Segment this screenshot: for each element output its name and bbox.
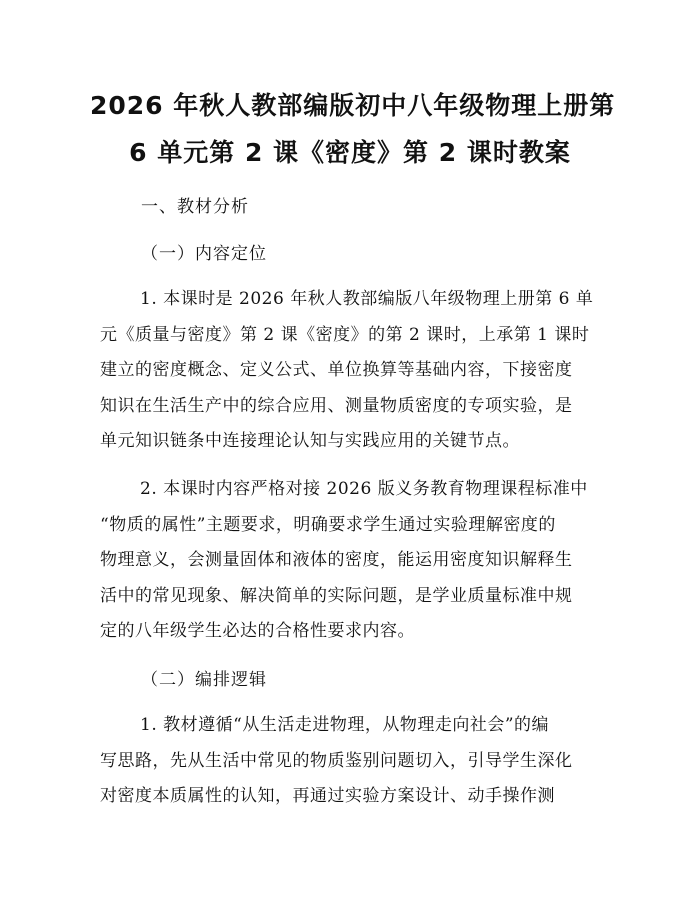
document-title-line-2: 6 单元第 2 课《密度》第 2 课时教案 xyxy=(129,138,571,167)
paragraph-line: “物质的属性”主题要求，明确要求学生通过实验理解密度的 xyxy=(100,514,556,535)
paragraph-content-positioning-2 xyxy=(100,472,600,650)
paragraph-line: 物理意义，会测量固体和液体的密度，能运用密度知识解释生 xyxy=(100,550,573,570)
paragraph-line: 1. 本课时是 2026 年秋人教部编版八年级物理上册第 6 单 xyxy=(140,289,594,309)
paragraph-line: 知识在生活生产中的综合应用、测量物质密度的专项实验，是 xyxy=(100,395,573,416)
paragraph-content-positioning-1 xyxy=(100,282,600,460)
paragraph-line: 写思路，先从生活中常见的物质鉴别问题切入，引导学生深化 xyxy=(100,750,573,771)
paragraph-line: 2. 本课时内容严格对接 2026 版义务教育物理课程标准中 xyxy=(140,479,588,499)
document-title-line-1: 2026 年秋人教部编版初中八年级物理上册第 xyxy=(90,91,616,120)
paragraph-line: 单元知识链条中连接理论认知与实践应用的关键节点。 xyxy=(100,431,520,451)
paragraph-line: 活中的常见现象、解决简单的实际问题，是学业质量标准中规 xyxy=(100,585,573,606)
paragraph-line: 对密度本质属性的认知，再通过实验方案设计、动手操作测 xyxy=(100,786,555,806)
paragraph-line: 1. 教材遵循“从生活走进物理，从物理走向社会”的编 xyxy=(140,715,550,735)
paragraph-line: 定的八年级学生必达的合格性要求内容。 xyxy=(100,621,415,641)
subsection-heading-arrangement-logic: （二）编排逻辑 xyxy=(141,670,267,690)
paragraph-arrangement-logic-1 xyxy=(100,708,600,815)
subsection-heading-content-positioning: （一）内容定位 xyxy=(141,244,267,264)
paragraph-line: 元《质量与密度》第 2 课《密度》的第 2 课时，上承第 1 课时 xyxy=(100,324,590,345)
section-heading-teaching-material-analysis: 一、教材分析 xyxy=(141,197,249,217)
paragraph-line: 建立的密度概念、定义公式、单位换算等基础内容，下接密度 xyxy=(100,360,573,380)
